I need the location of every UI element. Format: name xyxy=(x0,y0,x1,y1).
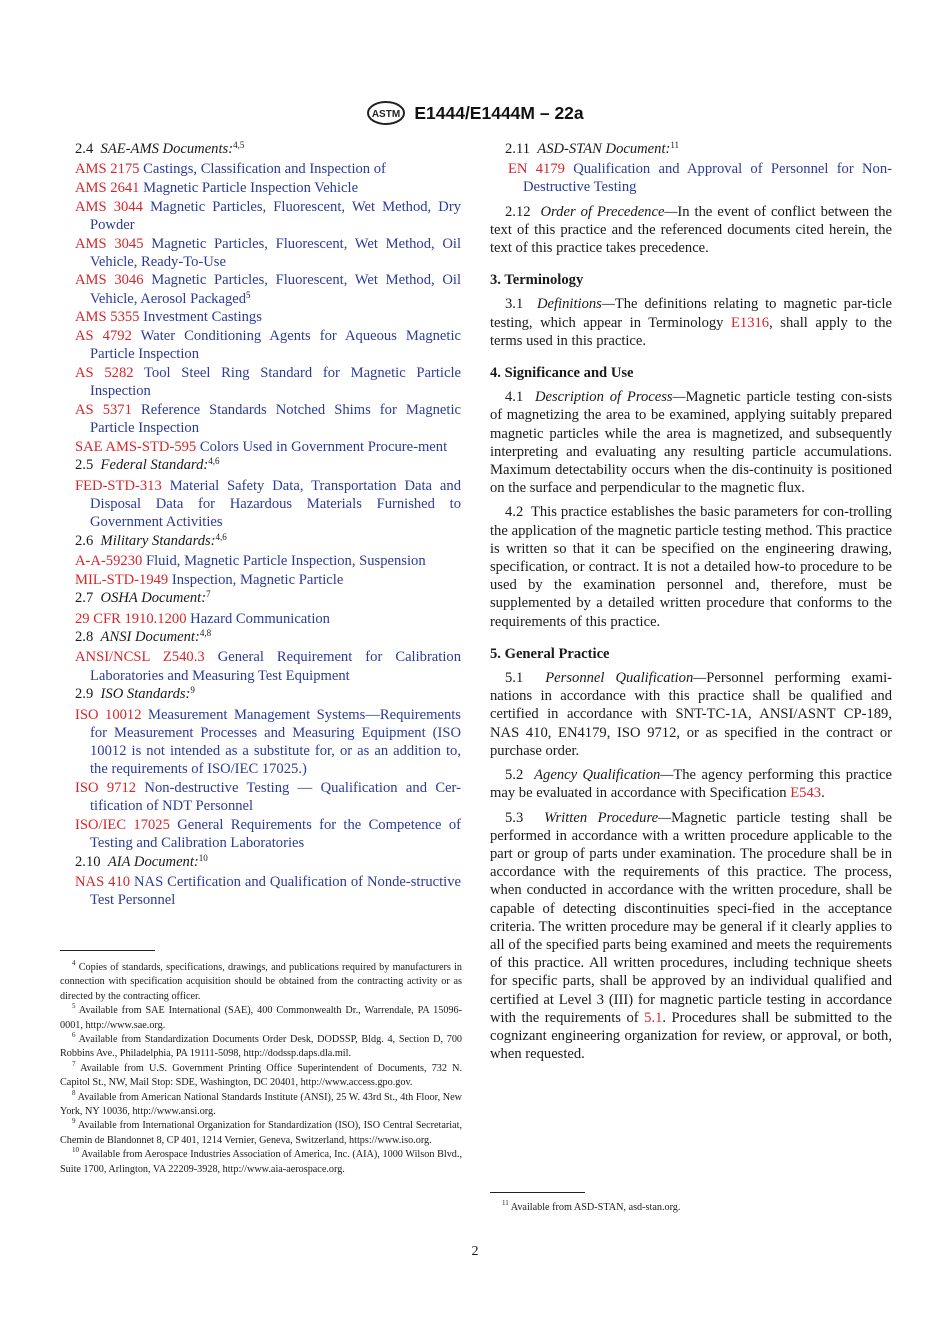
reference-title-link[interactable]: NAS Certification and Qualification of Nonde-structive Test Personnel xyxy=(90,873,461,909)
reference-code-link[interactable]: SAE AMS-STD-595 xyxy=(75,438,197,455)
reference-code-link[interactable]: AMS 3046 xyxy=(75,272,144,289)
heading-general-practice: 5. General Practice xyxy=(490,645,610,662)
svg-text:ASTM: ASTM xyxy=(372,109,401,120)
reference-code-link[interactable]: ISO 9712 xyxy=(75,779,137,796)
reference-item xyxy=(75,198,461,234)
paragraph-5-1: 5.1 Personnel Qualification—Personnel performing exami-nations in accordance with this practice shall be qualified and certified in accordance with SNT-TC-1A, ANSI/ASNT CP-189, NAS 410, EN4179, ISO 9712, or as specified in the contract or purchase order. xyxy=(490,670,892,759)
section-2-5-refs xyxy=(75,477,461,532)
reference-item xyxy=(75,552,461,570)
reference-title-link[interactable]: Hazard Communication xyxy=(190,610,330,627)
paragraph-5-2: 5.2 Agency Qualification—The agency performing this practice may be evaluated in accordance with Specification E543. xyxy=(490,767,892,802)
section-2-9-heading: 2.9 ISO Standards:$^9$ xyxy=(75,685,195,703)
footnote-right xyxy=(490,1192,892,1215)
reference-title-link[interactable]: Non-destructive Testing — Qualification and Cer-tification of NDT Personnel xyxy=(90,779,461,815)
paragraph-5-3: 5.3 Written Procedure—Magnetic particle testing shall be performed in accordance with a written procedure applicable to the part or group of parts under examination. The procedure shall be in accordance with the requirements of this practice. The process, when conducted in accordance with the written procedure, shall be capable of detecting discontinuities speci-fied in the acceptance criteria. The written procedure may be general if it clearly applies to all of the specified parts being examined and meets the requirements of this practice. All written procedures, including technique sheets for specific parts, shall be approved by an individual qualified and certified at Level 3 (III) for magnetic particle testing in accordance with the requirements of 5.1. Procedures shall be submitted to the cognizant engineering organization for review, or approval, or both, when requested. xyxy=(490,809,893,1063)
paragraph-3-1: 3.1 Definitions—The definitions relating to magnetic par-ticle testing, which appear in Terminology E1316, shall apply to the terms used in this practice. xyxy=(490,296,892,349)
footnote-item: $^9$ Available from International Organization for Standardization (ISO), ISO Central Secretariat, Chemin de Blandonnet 8, CP 401, 1214 Vernier, Geneva, Switzerland, https://www.iso.org. xyxy=(60,1117,462,1146)
right-column xyxy=(490,140,892,1069)
reference-item xyxy=(75,401,461,437)
reference-title-link[interactable]: Reference Standards Notched Shims for Magnetic Particle Inspection xyxy=(90,401,461,437)
footnote-item: $^7$ Available from U.S. Government Printing Office Superintendent of Documents, 732 N. Capitol St., NW, Mail Stop: SDE, Washington, DC 20401, http://www.access.gpo.gov. xyxy=(60,1059,463,1089)
reference-item xyxy=(75,364,461,400)
page-number: 2 xyxy=(471,1244,479,1259)
reference-footnote-mark: 5 xyxy=(246,289,251,300)
reference-code-link[interactable]: AMS 2175 xyxy=(75,161,140,178)
footnote-item: $^5$ Available from SAE International (SAE), 400 Commonwealth Dr., Warrendale, PA 15096-0001, http://www.sae.org. xyxy=(60,1002,462,1031)
reference-item xyxy=(75,438,461,456)
footnotes-left xyxy=(60,950,462,1177)
reference-title-link[interactable]: General Requirements for the Competence of Testing and Calibration Laboratories xyxy=(90,816,461,852)
section-2-9-refs xyxy=(75,706,461,853)
reference-code-link[interactable]: AS 4792 xyxy=(75,328,132,345)
reference-title-link[interactable]: Qualification and Approval of Personnel for Non-Destructive Testing xyxy=(523,161,892,196)
reference-item xyxy=(75,308,461,326)
section-2-10-refs xyxy=(75,873,461,909)
footnote-divider xyxy=(60,950,155,951)
reference-title-link[interactable]: Inspection, Magnetic Particle xyxy=(171,571,344,588)
left-column xyxy=(75,140,461,910)
reference-item xyxy=(75,648,461,684)
reference-title-link[interactable]: Magnetic Particle Inspection Vehicle xyxy=(143,179,359,196)
reference-code-link[interactable]: A-A-59230 xyxy=(75,552,143,569)
reference-item xyxy=(75,179,461,197)
reference-item xyxy=(508,160,892,196)
link-e543[interactable]: E543 xyxy=(790,785,822,802)
section-2-6-heading: 2.6 Military Standards:$^{4,6}$ xyxy=(75,531,227,549)
heading-significance: 4. Significance and Use xyxy=(490,365,634,382)
section-2-11-heading: 2.11 ASD-STAN Document:$^{11}$ xyxy=(505,140,680,157)
reference-title-link[interactable]: General Requirement for Calibration Laboratories and Measuring Test Equipment xyxy=(90,649,461,684)
reference-title-link[interactable]: Tool Steel Ring Standard for Magnetic Particle Inspection xyxy=(90,364,461,400)
reference-title-link[interactable]: Investment Castings xyxy=(143,309,262,326)
reference-code-link[interactable]: AS 5282 xyxy=(75,364,134,381)
paragraph-4-2: 4.2 This practice establishes the basic parameters for con-trolling the application of the magnetic particle testing method. This practice is written so that it can be specified on the engineering drawing, specification, or contract. It is not a detailed how-to procedure to be used by the examination personnel and, therefore, must be supplemented by a detailed written procedure that conforms to the requirements of this practice. xyxy=(490,504,892,630)
reference-item xyxy=(75,610,461,628)
section-2-5-heading: 2.5 Federal Standard:$^{4,6}$ xyxy=(75,456,220,474)
reference-item xyxy=(75,873,461,909)
reference-code-link[interactable]: NAS 410 xyxy=(75,873,131,890)
reference-code-link[interactable]: AS 5371 xyxy=(75,401,132,418)
reference-code-link[interactable]: AMS 5355 xyxy=(75,309,140,326)
footnote-list xyxy=(60,961,462,1177)
reference-item xyxy=(75,235,461,271)
reference-code-link[interactable]: AMS 2641 xyxy=(75,179,140,196)
reference-item xyxy=(75,327,461,363)
reference-code-link[interactable]: ISO/IEC 17025 xyxy=(75,816,170,833)
astm-logo-icon xyxy=(366,100,406,126)
section-2-6-refs xyxy=(75,552,461,589)
footnote-item: $^6$ Available from Standardization Documents Order Desk, DODSSP, Bldg. 4, Section D, 700 Robbins Ave., Philadelphia, PA 19111-5098, http://dodssp.daps.dla.mil. xyxy=(60,1031,463,1060)
reference-title-link[interactable]: Material Safety Data, Transportation Data and Disposal Data for Hazardous Materials Furnished to Government Activities xyxy=(90,477,461,531)
section-2-8-refs xyxy=(75,648,461,684)
reference-title-link[interactable]: Colors Used in Government Procure-ment xyxy=(199,438,448,455)
footnote-item: $^8$ Available from American National Standards Institute (ANSI), 25 W. 43rd St., 4th Floor, New York, NY 10036, http://www.ansi.org. xyxy=(60,1088,462,1118)
reference-item xyxy=(75,779,461,815)
link-e1316[interactable]: E1316 xyxy=(730,314,770,331)
link-section-5-1[interactable]: 5.1 xyxy=(644,1009,663,1026)
section-2-7-refs xyxy=(75,610,461,628)
section-2-11-refs xyxy=(490,160,892,196)
heading-terminology: 3. Terminology xyxy=(490,272,584,289)
section-2-10-heading: 2.10 AIA Document:$^{10}$ xyxy=(75,852,208,870)
document-designation: E1444/E1444M – 22a xyxy=(414,102,584,123)
reference-code-link[interactable]: MIL-STD-1949 xyxy=(75,571,169,588)
section-2-4-heading: 2.4 SAE-AMS Documents:$^{4,5}$ xyxy=(75,140,245,157)
reference-code-link[interactable]: AMS 3045 xyxy=(75,235,144,252)
reference-title-link[interactable]: Measurement Management Systems—Requirements for Measurement Processes and Measuring Equipment (ISO 10012 is not intended as a substitute for, or as an addition to, the requirements of ISO/IEC 17025.) xyxy=(90,706,461,778)
section-2-8-heading: 2.8 ANSI Document:$^{4,8}$ xyxy=(75,628,212,646)
paragraph-4-1: 4.1 Description of Process—Magnetic particle testing con-sists of magnetizing the area to be examined, applying suitably prepared magnetic particles while the area is magnetized, and subsequently interpreting and evaluating any resulting particle accumulations. Maximum detectability occurs when the dis-continuity is positioned on the surface and perpendicular to the magnetic flux. xyxy=(490,389,892,497)
footnote-divider-right xyxy=(490,1192,585,1193)
reference-code-link[interactable]: ANSI/NCSL Z540.3 xyxy=(75,649,205,666)
reference-item xyxy=(75,706,461,779)
page-header xyxy=(0,100,950,126)
reference-code-link[interactable]: FED-STD-313 xyxy=(75,477,162,494)
section-2-4-refs xyxy=(75,160,461,456)
reference-code-link[interactable]: 29 CFR 1910.1200 xyxy=(75,610,187,627)
reference-title-link[interactable]: Magnetic Particles, Fluorescent, Wet Method, Dry Powder xyxy=(90,198,462,233)
footnote-item: $^4$ Copies of standards, specifications, drawings, and publications required by manufacturers in connection with specification acquisition should be obtained from the contracting activity or as directed by the contracting officer. xyxy=(60,959,462,1002)
reference-item xyxy=(75,477,461,532)
reference-item xyxy=(75,271,461,307)
footnote-item: $^{10}$ Available from Aerospace Industries Association of America, Inc. (AIA), 1000 Wilson Blvd., Suite 1700, Arlington, VA 22209-3928, http://www.aia-aerospace.org. xyxy=(60,1146,462,1175)
reference-title-link[interactable]: Magnetic Particles, Fluorescent, Wet Method, Oil Vehicle, Aerosol Packaged xyxy=(90,272,462,307)
reference-title-link[interactable]: Fluid, Magnetic Particle Inspection, Suspension xyxy=(145,552,426,569)
reference-code-link[interactable]: EN 4179 xyxy=(508,161,565,178)
footnote-11: $^{11}$ Available from ASD-STAN, asd-stan.org. xyxy=(502,1199,681,1213)
section-2-7-heading: 2.7 OSHA Document:$^7$ xyxy=(75,589,211,607)
reference-item xyxy=(75,816,461,852)
reference-item xyxy=(75,571,461,589)
reference-title-link[interactable]: Water Conditioning Agents for Aqueous Magnetic Particle Inspection xyxy=(90,328,461,363)
reference-item xyxy=(75,160,461,178)
reference-title-link[interactable]: Castings, Classification and Inspection of xyxy=(143,161,386,178)
reference-code-link[interactable]: ISO 10012 xyxy=(75,706,142,723)
paragraph-2-12: 2.12 Order of Precedence—In the event of conflict between the text of this practice and the referenced documents cited herein, the text of this practice takes precedence. xyxy=(490,203,893,257)
reference-title-link[interactable]: Magnetic Particles, Fluorescent, Wet Method, Oil Vehicle, Ready-To-Use xyxy=(90,235,462,270)
reference-code-link[interactable]: AMS 3044 xyxy=(75,198,143,215)
